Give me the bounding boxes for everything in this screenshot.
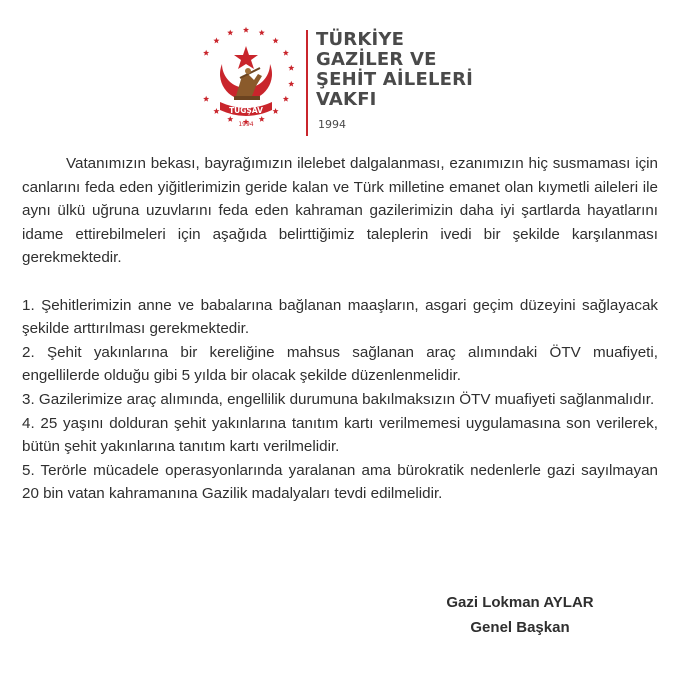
seal-year: 1994 bbox=[238, 121, 254, 128]
demand-item-5: 5. Terörle mücadele operasyonlarında yaralanan ama bürokratik nedenlerle gazi sayılmayan 20 bin vatan kahramanına Gazilik madalyaları tevdi edilmelidir. bbox=[22, 461, 658, 503]
org-name-line: VAKFI bbox=[316, 89, 377, 110]
seal-small-star-icon bbox=[273, 38, 279, 44]
seal-small-star-icon bbox=[227, 30, 233, 36]
demand-item-3: 3. Gazilerimize araç alımında, engellilik durumuna bakılmaksızın ÖTV muafiyeti sağlanmalıdır. bbox=[22, 390, 655, 408]
seal-small-star-icon bbox=[243, 27, 249, 33]
tugsav-seal-logo bbox=[192, 24, 300, 132]
seal-banner-text: TÜGŞAV bbox=[229, 106, 263, 115]
seal-small-star-icon bbox=[213, 108, 219, 114]
org-founding-year: 1994 bbox=[318, 118, 346, 131]
header-divider bbox=[306, 30, 308, 136]
org-name-line: ŞEHİT AİLELERİ bbox=[316, 69, 474, 90]
letter-body bbox=[22, 152, 658, 506]
seal-small-star-icon bbox=[288, 81, 294, 87]
demand-item-2: 2. Şehit yakınlarına bir kereliğine mahsus sağlanan araç alımındaki ÖTV muafiyeti, engellilerde olduğu gibi 5 yılda bir olacak şekilde düzenlenmelidir. bbox=[22, 343, 658, 385]
seal-small-star-icon bbox=[283, 96, 289, 102]
seal-small-star-icon bbox=[273, 108, 279, 114]
org-name-line: GAZİLER VE bbox=[316, 49, 437, 70]
seal-small-star-icon bbox=[259, 30, 265, 36]
letterhead bbox=[192, 24, 492, 144]
demand-item-4: 4. 25 yaşını dolduran şehit yakınlarına tanıtım kartı verilmemesi uygulamasına son verilerek, bütün şehit yakınlarına tanıtım kartı verilmelidir. bbox=[22, 414, 658, 456]
seal-small-star-icon bbox=[288, 65, 294, 71]
signature-block bbox=[410, 590, 630, 640]
seal-small-star-icon bbox=[283, 50, 289, 56]
demand-item-1: 1. Şehitlerimizin anne ve babalarına bağlanan maaşların, asgari geçim düzeyini sağlayacak şekilde arttırılması gerekmektedir. bbox=[22, 296, 658, 338]
intro-paragraph: Vatanımızın bekası, bayrağımızın ilelebet dalgalanması, ezanımızın hiç susmaması için canlarını feda eden yiğitlerimizin geride kalan ve Türk milletine emanet olan kıymetli aileleri ile aynı ülkü uğruna uzuvlarını feda eden kahraman gazilerimizin daha iyi şartlarda hayatlarını idame ettirebilmeleri için aşağıda belirttiğimiz taleplerin ivedi bir şekilde karşılanması gerekmektedir. bbox=[22, 155, 658, 267]
paragraph-gap bbox=[22, 270, 658, 294]
organization-name bbox=[316, 30, 496, 110]
org-name-line: TÜRKİYE bbox=[316, 29, 405, 50]
seal-small-star-icon bbox=[213, 38, 219, 44]
seal-small-star-icon bbox=[259, 116, 265, 122]
seal-small-star-icon bbox=[227, 116, 233, 122]
star-icon bbox=[234, 46, 258, 69]
signatory-title: Genel Başkan bbox=[470, 619, 570, 636]
seal-small-star-icon bbox=[203, 96, 209, 102]
signatory-name: Gazi Lokman AYLAR bbox=[446, 594, 594, 611]
seal-small-star-icon bbox=[203, 50, 209, 56]
